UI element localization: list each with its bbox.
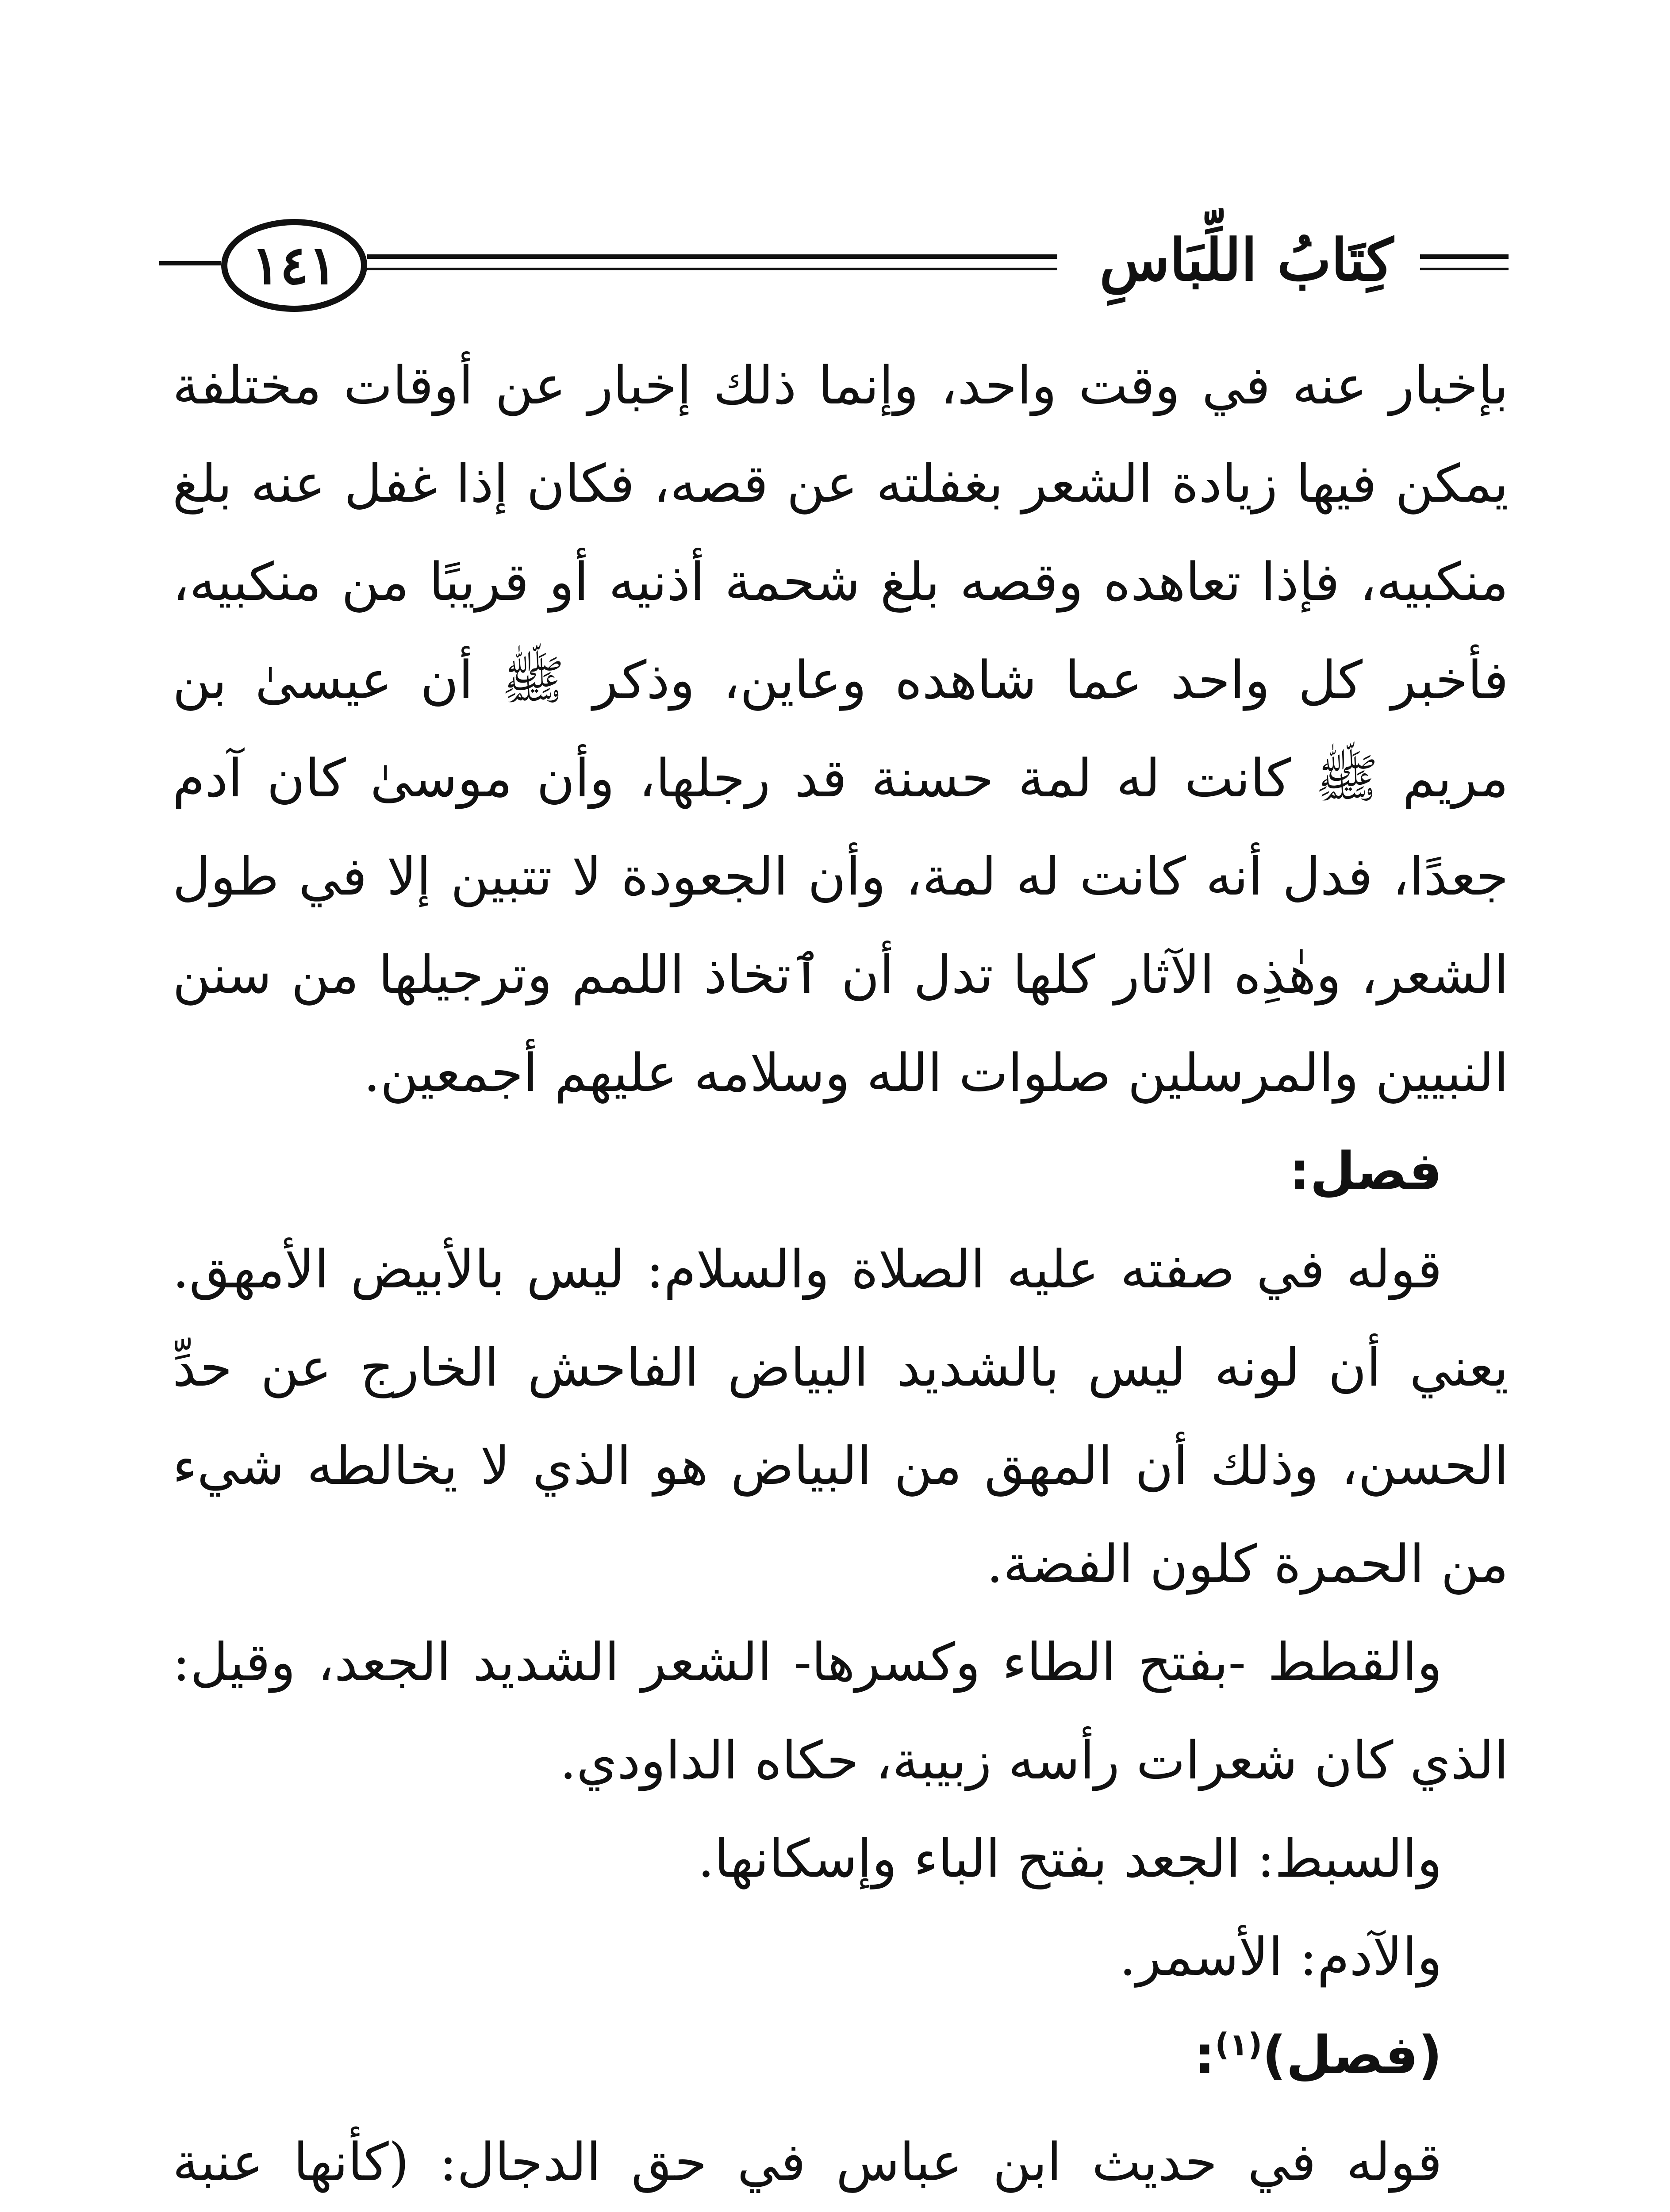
header-rule-right bbox=[1420, 254, 1509, 259]
fasl-2-colon: : bbox=[1194, 2024, 1215, 2085]
page-number: ١٤١ bbox=[251, 234, 337, 296]
page-number-ornament bbox=[221, 219, 367, 312]
paragraph-4: والسبط: الجعد بفتح الباء وإسكانها. bbox=[698, 1828, 1442, 1889]
paragraph-2: قوله في صفته عليه الصلاة والسلام: ليس بالأبيض الأمهق. يعني أن لونه ليس بالشديد البياض الفاحش الخارج عن حدِّ الحسن، وذلك أن المهق من البياض هو الذي لا يخالطه شيء من الحمرة كلون الفضة. bbox=[173, 1239, 1509, 1594]
fasl-2-label: (فصل) bbox=[1262, 2024, 1442, 2085]
section-heading-fasl-2 bbox=[173, 2006, 1509, 2104]
header-rule-left bbox=[367, 254, 1057, 259]
paragraph-3: والقطط -بفتح الطاء وكسرها- الشعر الشديد الجعد، وقيل: الذي كان شعرات رأسه زبيبة، حكاه الداودي. bbox=[173, 1632, 1509, 1791]
running-title: كِتَابُ اللِّبَاسِ bbox=[1086, 226, 1407, 295]
section-heading-fasl: فصل: bbox=[1289, 1141, 1442, 1202]
paragraph-6: قوله في حديث ابن عباس في حق الدجال: (كأنها عنبة bbox=[173, 2131, 1442, 2193]
header-rule-left-thin bbox=[367, 268, 1057, 270]
page-header bbox=[159, 208, 1509, 323]
paragraph-5: والآدم: الأسمر. bbox=[1119, 1926, 1442, 1987]
footnote-ref-1[interactable]: (١) bbox=[1215, 2026, 1263, 2063]
header-rule-right-thin bbox=[1420, 268, 1509, 270]
header-rule-far-left bbox=[159, 261, 221, 265]
main-text bbox=[173, 336, 1509, 2212]
paragraph-1: بإخبار عنه في وقت واحد، وإنما ذلك إخبار عن أوقات مختلفة يمكن فيها زيادة الشعر بغفلته عن قصه، فكان إذا غفل عنه بلغ منكبيه، فإذا تعاهده وقصه بلغ شحمة أذنيه أو قريبًا من منكبيه، فأخبر كل واحد عما شاهده وعاين، وذكر ﷺ أن عيسىٰ بن مريم ﷺ كانت له لمة حسنة قد رجلها، وأن موسىٰ كان آدم جعدًا، فدل أنه كانت له لمة، وأن الجعودة لا تتبين إلا في طول الشعر، وهٰذِه الآثار كلها تدل أن ٱتخاذ اللمم وترجيلها من سنن النبيين والمرسلين صلوات الله وسلامه عليهم أجمعين. bbox=[173, 355, 1509, 1103]
